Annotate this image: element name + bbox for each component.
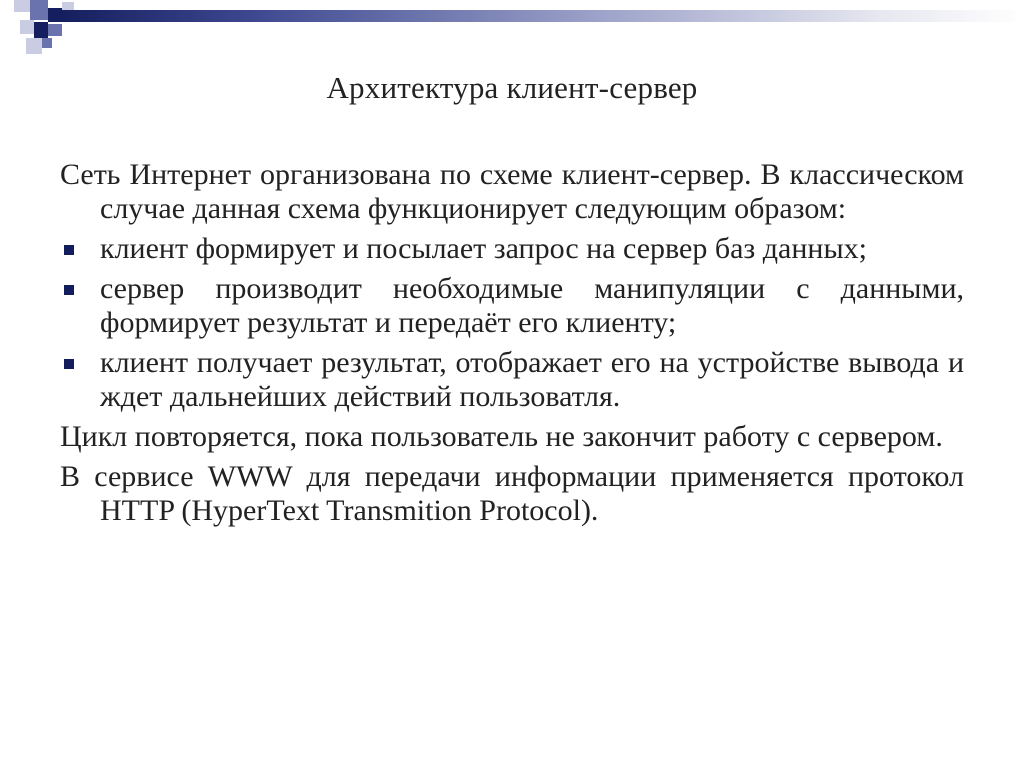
bullet-text: сервер производит необходимые манипуляции с данными, формирует результат и передаёт его клиенту;: [100, 272, 964, 339]
header-gradient-bar: [60, 10, 1024, 22]
bullet-item: [60, 232, 964, 266]
slide-title: Архитектура клиент-сервер: [326, 70, 698, 105]
bullet-text: клиент формирует и посылает запрос на сервер баз данных;: [100, 232, 867, 265]
deco-square-2: [30, 0, 48, 20]
bullet-text: клиент получает результат, отображает его на устройстве вывода и ждет дальнейших действий пользоватля.: [100, 346, 964, 413]
cycle-paragraph: Цикл повторяется, пока пользователь не закончит работу с сервером.: [60, 420, 943, 453]
square-bullet-icon: [64, 285, 74, 295]
bullet-item: [60, 272, 964, 340]
deco-square-8: [26, 38, 42, 54]
deco-square-7: [48, 24, 62, 36]
square-bullet-icon: [64, 359, 74, 369]
slide-content: [60, 158, 964, 534]
deco-square-5: [20, 20, 34, 34]
deco-square-1: [14, 0, 30, 12]
square-bullet-icon: [64, 245, 74, 255]
bullet-item: [60, 346, 964, 414]
intro-paragraph: Сеть Интернет организована по схеме клиент-сервер. В классическом случае данная схема функционирует следующим образом:: [60, 158, 964, 225]
deco-square-9: [42, 38, 52, 48]
deco-square-4: [62, 2, 74, 10]
www-paragraph: В сервисе WWW для передачи информации применяется протокол HTTP (HyperText Transmition Protocol).: [60, 460, 964, 527]
deco-square-6: [34, 22, 48, 38]
